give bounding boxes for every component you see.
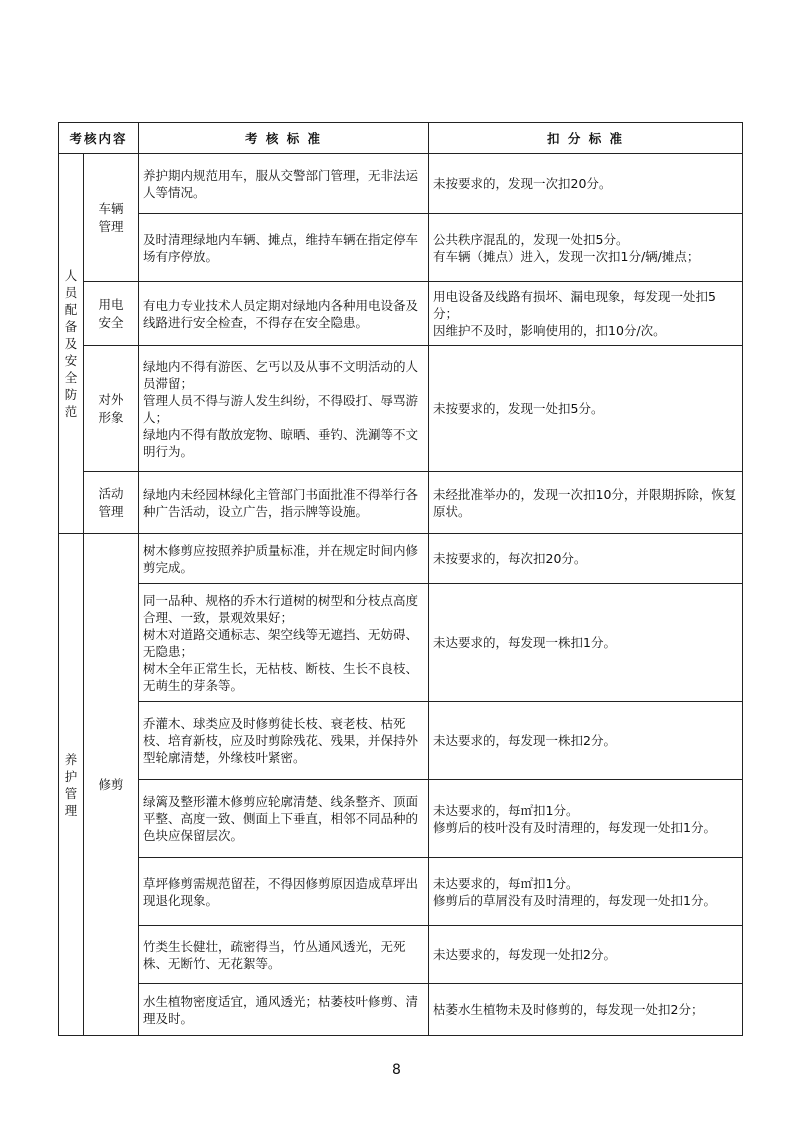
category-cell [59, 534, 84, 1036]
deduction-cell [429, 584, 743, 702]
subcategory-label: 对外形象 [98, 391, 124, 425]
standard-cell [139, 214, 429, 282]
deduction-text: 枯萎水生植物未及时修剪的，每发现一处扣2分； [433, 1002, 704, 1017]
standard-cell [139, 984, 429, 1036]
table-row [59, 780, 743, 858]
assessment-table [58, 122, 743, 1036]
deduction-text: 未按要求的，发现一次扣20分。 [433, 176, 612, 191]
page-number: 8 [392, 1062, 401, 1078]
standard-cell [139, 282, 429, 346]
subcategory-cell [84, 472, 139, 534]
subcategory-cell [84, 154, 139, 282]
table-row [59, 214, 743, 282]
subcategory-label: 用电安全 [98, 296, 124, 330]
deduction-text: 有车辆（摊点）进入，发现一次扣1分/辆/摊点； [433, 248, 700, 264]
standard-text: 树木对道路交通标志、架空线等无遮挡、无妨碍、无隐患； [143, 626, 419, 659]
standard-text: 乔灌木、球类应及时修剪徒长枝、衰老枝、枯死枝、培育新枝，应及时剪除残花、残果，并保持外型轮廓清楚，外缘枝叶紧密。 [143, 716, 419, 765]
category-cell [59, 154, 84, 534]
deduction-text: 未达要求的，每㎡扣1分。 [433, 802, 579, 818]
deduction-text: 因维护不及时，影响使用的，扣10分/次。 [433, 323, 666, 338]
deduction-text: 修剪后的枝叶没有及时清理的，每发现一处扣1分。 [433, 819, 716, 835]
subcategory-label: 修剪 [98, 776, 124, 792]
deduction-cell [429, 702, 743, 780]
table-row [59, 472, 743, 534]
table-row [59, 346, 743, 472]
deduction-cell [429, 282, 743, 346]
subcategory-cell [84, 534, 139, 1036]
deduction-text: 用电设备及线路有损坏、漏电现象，每发现一处扣5分； [433, 289, 716, 321]
deduction-cell [429, 926, 743, 984]
table-row [59, 584, 743, 702]
deduction-cell [429, 472, 743, 534]
table-row [59, 926, 743, 984]
table-row [59, 282, 743, 346]
deduction-text: 未达要求的，每发现一株扣2分。 [433, 733, 616, 748]
table-row [59, 154, 743, 214]
deduction-text: 未按要求的，发现一处扣5分。 [433, 401, 604, 416]
standard-cell [139, 584, 429, 702]
header-content: 考核内容 [59, 123, 139, 154]
deduction-cell [429, 214, 743, 282]
standard-text: 水生植物密度适宜，通风透光；枯萎枝叶修剪、清理及时。 [143, 993, 419, 1026]
header-deduction: 扣 分 标 准 [429, 123, 743, 154]
standard-text: 树木修剪应按照养护质量标准，并在规定时间内修剪完成。 [143, 542, 419, 575]
deduction-text: 未按要求的，每次扣20分。 [433, 551, 587, 566]
subcategory-label: 车辆管理 [98, 200, 124, 234]
standard-text: 有电力专业技术人员定期对绿地内各种用电设备及线路进行安全检查，不得存在安全隐患。 [143, 297, 419, 330]
deduction-text: 修剪后的草屑没有及时清理的，每发现一处扣1分。 [433, 892, 716, 908]
standard-cell [139, 702, 429, 780]
standard-text: 管理人员不得与游人发生纠纷，不得殴打、辱骂游人； [143, 392, 419, 425]
standard-cell [139, 780, 429, 858]
standard-cell [139, 472, 429, 534]
standard-cell [139, 858, 429, 926]
table-row [59, 858, 743, 926]
deduction-cell [429, 154, 743, 214]
deduction-cell [429, 346, 743, 472]
standard-cell [139, 346, 429, 472]
deduction-text: 未经批准举办的，发现一次扣10分，并限期拆除，恢复原状。 [433, 486, 737, 519]
standard-cell [139, 926, 429, 984]
table-row [59, 534, 743, 584]
deduction-cell [429, 858, 743, 926]
category-label: 养护管理 [64, 751, 78, 818]
table-body [59, 154, 743, 1036]
header-standard: 考 核 标 准 [139, 123, 429, 154]
deduction-text: 未达要求的，每㎡扣1分。 [433, 875, 579, 891]
category-label: 人员配备及安全防范 [64, 268, 78, 419]
deduction-text: 公共秩序混乱的，发现一处扣5分。 [433, 231, 629, 247]
standard-text: 树木全年正常生长，无枯枝、断枝、生长不良枝、无萌生的芽条等。 [143, 660, 419, 693]
standard-text: 养护期内规范用车，服从交警部门管理，无非法运人等情况。 [143, 167, 419, 200]
deduction-text: 未达要求的，每发现一处扣2分。 [433, 947, 616, 962]
deduction-cell [429, 534, 743, 584]
standard-text: 绿地内未经园林绿化主管部门书面批准不得举行各种广告活动，设立广告，指示牌等设施。 [143, 486, 419, 519]
table-row [59, 702, 743, 780]
standard-cell [139, 534, 429, 584]
standard-text: 绿地内不得有散放宠物、晾晒、垂钓、洗涮等不文明行为。 [143, 426, 419, 459]
subcategory-cell [84, 346, 139, 472]
standard-text: 竹类生长健壮，疏密得当，竹丛通风透光，无死株、无断竹、无花絮等。 [143, 938, 406, 971]
standard-cell [139, 154, 429, 214]
standard-text: 及时清理绿地内车辆、摊点，维持车辆在指定停车场有序停放。 [143, 231, 419, 264]
standard-text: 草坪修剪需规范留茬，不得因修剪原因造成草坪出现退化现象。 [143, 875, 419, 908]
standard-text: 绿篱及整形灌木修剪应轮廓清楚、线条整齐、顶面平整、高度一致、侧面上下垂直，相邻不同品种的色块应保留层次。 [143, 794, 419, 843]
deduction-cell [429, 984, 743, 1036]
table-row [59, 984, 743, 1036]
deduction-cell [429, 780, 743, 858]
standard-text: 同一品种、规格的乔木行道树的树型和分枝点高度合理、一致，景观效果好； [143, 592, 419, 625]
header-row [59, 123, 743, 154]
subcategory-label: 活动管理 [98, 485, 124, 519]
subcategory-cell [84, 282, 139, 346]
deduction-text: 未达要求的，每发现一株扣1分。 [433, 635, 616, 650]
standard-text: 绿地内不得有游医、乞丐以及从事不文明活动的人员滞留； [143, 358, 419, 391]
